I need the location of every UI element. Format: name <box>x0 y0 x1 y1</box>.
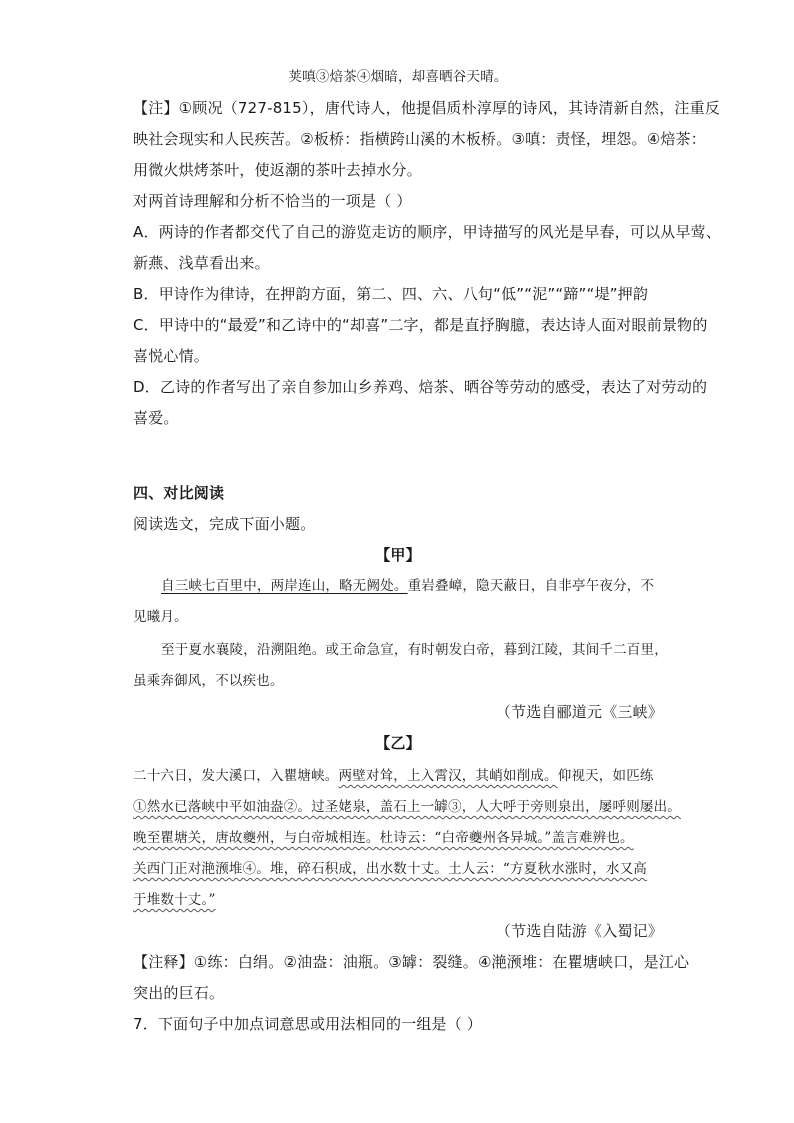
passage-jia-para-1-line-2: 见曦月。 <box>133 609 188 625</box>
passage-jia-para-1-rest: 重岩叠嶂，隐天蔽日，自非亭午夜分，不 <box>407 578 655 594</box>
option-c-line-2: 喜悦心情。 <box>133 347 210 365</box>
passage-yi-line-3-text: 晚至瞿塘关，唐故夔州，与白帝城相连。杜诗云：“白帝夔州各异城。”盖言难辨也。 <box>133 830 634 846</box>
question-7-stem: 7．下面句子中加点词意思或用法相同的一组是（ ） <box>133 1015 483 1033</box>
passage-jia-underlined-sentence: 自三峡七百里中，两岸连山，略无阙处。 <box>161 578 408 594</box>
passage-yi-line-5-text: 于堆数十丈。” <box>133 892 216 908</box>
passage-yi-line-1 <box>133 766 663 786</box>
passage-yi-line-2 <box>133 797 681 817</box>
passage-yi-line-1-end: 仰视天，如匹练 <box>557 768 654 784</box>
passage-notes-line-2: 突出的巨石。 <box>133 984 225 1002</box>
passage-yi-line-1-start: 二十六日，发大溪口，入瞿塘峡。 <box>133 768 339 784</box>
section-4-instruction: 阅读选文，完成下面小题。 <box>133 515 316 533</box>
passage-yi-line-3 <box>133 828 663 848</box>
section-4-heading: 四、对比阅读 <box>133 484 225 502</box>
poem-last-line: 荚嗔③焙茶④烟暗，却喜晒谷天晴。 <box>288 69 508 85</box>
option-a-line-1: A．两诗的作者都交代了自己的游览走访的顺序，甲诗描写的风光是早春，可以从早莺、 <box>133 223 722 241</box>
option-b-line-1: B．甲诗作为律诗，在押韵方面，第二、四、六、八句“低”“泥”“蹄”“堤”押韵 <box>133 285 649 303</box>
passage-notes-line-1: 【注释】①练：白绢。②油盎：油瓶。③罅：裂缝。④滟滪堆：在瞿塘峡口，是江心 <box>133 953 690 971</box>
option-d-line-1: D．乙诗的作者写出了亲自参加山乡养鸡、焙茶、晒谷等劳动的感受，表达了对劳动的 <box>133 378 708 396</box>
passage-jia-para-1-line-1 <box>133 576 663 596</box>
passage-jia-source: （节选自郦道元《三峡》 <box>495 703 663 721</box>
passage-yi-line-5 <box>133 890 663 910</box>
passage-yi-title: 【乙】 <box>375 734 421 752</box>
passage-jia-title: 【甲】 <box>375 546 421 564</box>
passage-yi-line-4 <box>133 859 663 879</box>
passage-jia-para-2-line-2: 虽乘奔御风，不以疾也。 <box>133 673 284 689</box>
poem-note-line-1: 【注】①顾况（727-815），唐代诗人，他提倡质朴淳厚的诗风，其诗清新自然，注重反 <box>133 99 721 117</box>
option-d-line-2: 喜爱。 <box>133 409 179 427</box>
option-c-line-1: C．甲诗中的“最爱”和乙诗中的“却喜”二字，都是直抒胸臆，表达诗人面对眼前景物的 <box>133 316 708 334</box>
poem-note-line-2: 映社会现实和人民疾苦。②板桥：指横跨山溪的木板桥。③嗔：责怪，埋怨。④焙茶： <box>133 130 706 148</box>
question-6-stem: 对两首诗理解和分析不恰当的一项是（ ） <box>133 192 412 210</box>
passage-yi-source: （节选自陆游《入蜀记》 <box>495 922 663 940</box>
passage-yi-line-4-text: 关西门正对滟滪堆④。堆，碎石积成，出水数十丈。土人云：“方夏秋水涨时，水又高 <box>133 861 648 877</box>
option-a-line-2: 新燕、浅草看出来。 <box>133 254 270 272</box>
passage-jia-para-2-line-1: 至于夏水襄陵，沿溯阻绝。或王命急宣，有时朝发白帝，暮到江陵，其间千二百里， <box>161 642 668 658</box>
poem-note-line-3: 用微火烘烤茶叶，使返潮的茶叶去掉水分。 <box>133 161 422 179</box>
passage-yi-underlined-clause: 两壁对耸，上入霄汉，其峭如削成。 <box>338 768 558 784</box>
passage-yi-line-2-text: ①然水已落峡中平如油盎②。过圣姥泉，盖石上一罅③，人大呼于旁则泉出，屡呼则屡出。 <box>133 799 681 815</box>
